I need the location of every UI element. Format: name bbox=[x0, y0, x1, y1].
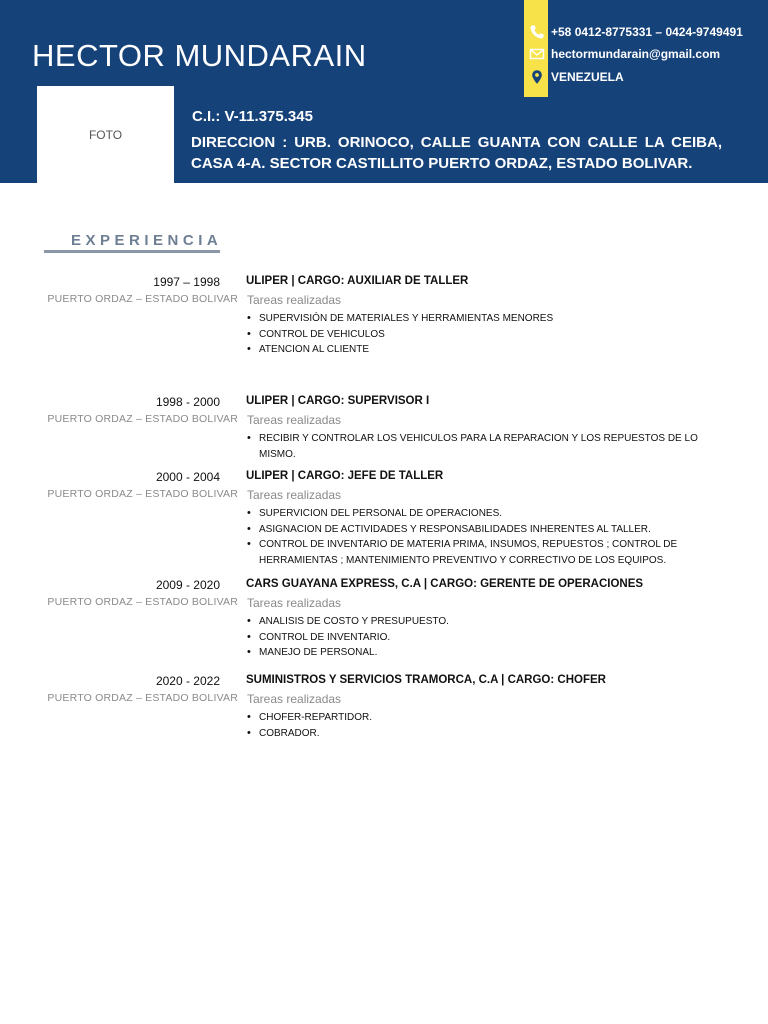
entry-tasks-label: Tareas realizadas bbox=[247, 488, 342, 502]
entry-tasks-label: Tareas realizadas bbox=[247, 596, 342, 610]
address: DIRECCION : URB. ORINOCO, CALLE GUANTA CON CALLE LA CEIBA, CASA 4-A. SECTOR CASTILLITO PUERTO ORDAZ, ESTADO BOLIVAR. bbox=[191, 134, 722, 172]
task-item: • SUPERVISIÓN DE MATERIALES Y HERRAMIENTAS MENORES bbox=[246, 311, 716, 327]
contact-phone-text: +58 0412-8775331 – 0424-9749491 bbox=[551, 25, 743, 39]
section-title-experiencia: EXPERIENCIA bbox=[71, 232, 223, 249]
contact-email-text: hectormundarain@gmail.com bbox=[551, 47, 721, 61]
task-item: • COBRADOR. bbox=[246, 726, 716, 742]
photo-placeholder bbox=[37, 86, 174, 183]
entry-dates: 1998 - 2000 bbox=[155, 395, 220, 409]
entry-location: PUERTO ORDAZ – ESTADO BOLIVAR bbox=[47, 293, 238, 305]
entry-tasks-label: Tareas realizadas bbox=[247, 413, 342, 427]
contact-email bbox=[529, 45, 720, 63]
entry-location: PUERTO ORDAZ – ESTADO BOLIVAR bbox=[47, 596, 238, 608]
task-item: • ATENCION AL CLIENTE bbox=[246, 342, 716, 358]
envelope-icon bbox=[529, 46, 545, 62]
task-item: • CHOFER-REPARTIDOR. bbox=[246, 710, 716, 726]
entry-dates: 1997 – 1998 bbox=[153, 275, 220, 289]
entry-task-list bbox=[246, 614, 716, 661]
location-pin-icon bbox=[529, 69, 545, 85]
entry-location: PUERTO ORDAZ – ESTADO BOLIVAR bbox=[47, 413, 238, 425]
entry-dates: 2009 - 2020 bbox=[155, 578, 220, 592]
entry-tasks-label: Tareas realizadas bbox=[247, 293, 342, 307]
task-item: • ASIGNACION DE ACTIVIDADES Y RESPONSABILIDADES INHERENTES AL TALLER. bbox=[246, 522, 716, 538]
entry-role: ULIPER | CARGO: SUPERVISOR I bbox=[246, 395, 430, 407]
entry-task-list bbox=[246, 710, 716, 741]
contact-location bbox=[529, 68, 624, 86]
entry-role: SUMINISTROS Y SERVICIOS TRAMORCA, C.A | CARGO: CHOFER bbox=[246, 674, 606, 686]
entry-location: PUERTO ORDAZ – ESTADO BOLIVAR bbox=[47, 692, 238, 704]
contact-phone bbox=[529, 23, 743, 41]
task-item: • ANALISIS DE COSTO Y PRESUPUESTO. bbox=[246, 614, 716, 630]
section-divider bbox=[44, 250, 220, 253]
entry-role: ULIPER | CARGO: JEFE DE TALLER bbox=[246, 470, 444, 482]
task-item: • RECIBIR Y CONTROLAR LOS VEHICULOS PARA LA REPARACION Y LOS REPUESTOS DE LO MISMO. bbox=[246, 431, 716, 462]
task-item: • SUPERVICION DEL PERSONAL DE OPERACIONES. bbox=[246, 506, 716, 522]
entry-dates: 2020 - 2022 bbox=[155, 674, 220, 688]
entry-location: PUERTO ORDAZ – ESTADO BOLIVAR bbox=[47, 488, 238, 500]
entry-dates: 2000 - 2004 bbox=[155, 470, 220, 484]
task-item: • CONTROL DE VEHICULOS bbox=[246, 327, 716, 343]
person-name: HECTOR MUNDARAIN bbox=[32, 38, 367, 73]
contact-location-text: VENEZUELA bbox=[551, 70, 624, 84]
task-item: • MANEJO DE PERSONAL. bbox=[246, 645, 716, 661]
entry-task-list bbox=[246, 431, 716, 462]
task-item: • CONTROL DE INVENTARIO. bbox=[246, 630, 716, 646]
entry-role: CARS GUAYANA EXPRESS, C.A | CARGO: GERENTE DE OPERACIONES bbox=[246, 578, 644, 590]
entry-tasks-label: Tareas realizadas bbox=[247, 692, 342, 706]
phone-icon bbox=[529, 24, 545, 40]
entry-task-list bbox=[246, 506, 716, 568]
entry-role: ULIPER | CARGO: AUXILIAR DE TALLER bbox=[246, 275, 469, 287]
task-item: • CONTROL DE INVENTARIO DE MATERIA PRIMA, INSUMOS, REPUESTOS ; CONTROL DE HERRAMIENTAS ; MANTENIMIENTO PREVENTIVO Y CORRECTIVO DE LOS EQUIPOS. bbox=[246, 537, 716, 568]
photo-label: FOTO bbox=[88, 127, 123, 142]
entry-task-list bbox=[246, 311, 716, 358]
id-number: C.I.: V-11.375.345 bbox=[192, 108, 313, 125]
